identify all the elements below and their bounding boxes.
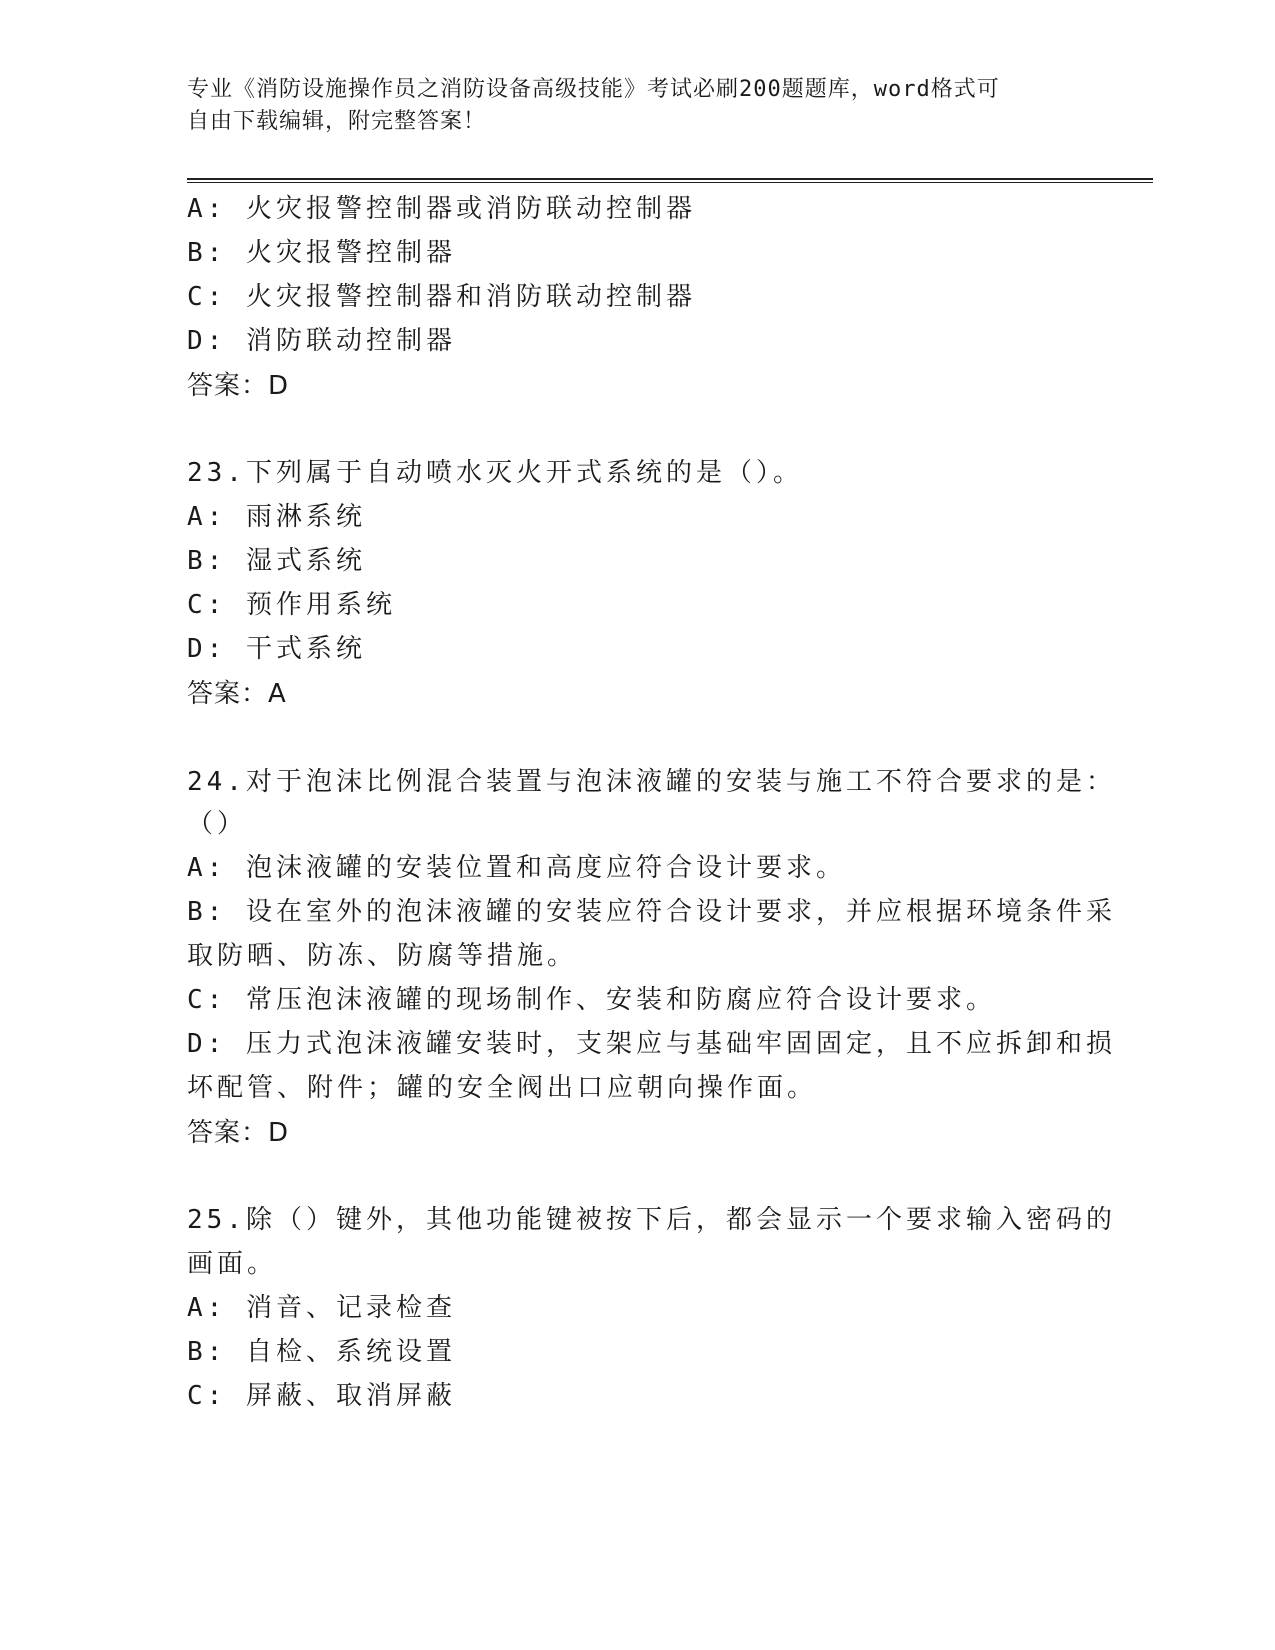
q25-option-c: C: 屏蔽、取消屏蔽 — [187, 1381, 456, 1411]
q22-option-b: B: 火灾报警控制器 — [187, 238, 456, 268]
q22-option-d: D: 消防联动控制器 — [187, 326, 456, 356]
document-header — [187, 74, 1067, 138]
q22-option-a: A: 火灾报警控制器或消防联动控制器 — [187, 194, 696, 224]
q24-answer: 答案：D — [187, 1118, 290, 1148]
q24-option-d-line-2: 坏配管、附件；罐的安全阀出口应朝向操作面。 — [187, 1073, 818, 1103]
q24-option-b-line-1: B: 设在室外的泡沫液罐的安装应符合设计要求，并应根据环境条件采 — [187, 897, 1116, 927]
q24-option-c: C: 常压泡沫液罐的现场制作、安装和防腐应符合设计要求。 — [187, 985, 996, 1015]
q23-option-a: A: 雨淋系统 — [187, 502, 366, 532]
q23-answer: 答案：A — [187, 679, 287, 709]
header-line-2: 自由下载编辑，附完整答案！ — [187, 109, 487, 134]
q25-option-b: B: 自检、系统设置 — [187, 1337, 456, 1367]
q24-option-d-line-1: D: 压力式泡沫液罐安装时，支架应与基础牢固固定，且不应拆卸和损 — [187, 1029, 1116, 1059]
q24-option-a: A: 泡沫液罐的安装位置和高度应符合设计要求。 — [187, 853, 846, 883]
q25-stem-line-2: 画面。 — [187, 1249, 278, 1279]
q24-stem-line-1: 24.对于泡沫比例混合装置与泡沫液罐的安装与施工不符合要求的是： — [187, 767, 1116, 797]
q23-option-d: D: 干式系统 — [187, 634, 366, 664]
q24-stem-line-2: （） — [187, 809, 248, 839]
q24-option-b-line-2: 取防晒、防冻、防腐等措施。 — [187, 941, 578, 971]
q25-option-a: A: 消音、记录检查 — [187, 1293, 456, 1323]
q22-option-c: C: 火灾报警控制器和消防联动控制器 — [187, 282, 696, 312]
q23-option-b: B: 湿式系统 — [187, 546, 366, 576]
header-divider — [187, 178, 1153, 183]
header-line-1: 专业《消防设施操作员之消防设备高级技能》考试必刷200题题库，word格式可 — [187, 77, 1000, 102]
q23-stem: 23.下列属于自动喷水灭火开式系统的是（）。 — [187, 458, 803, 488]
q23-option-c: C: 预作用系统 — [187, 590, 396, 620]
q22-answer: 答案：D — [187, 371, 290, 401]
q25-stem-line-1: 25.除（）键外，其他功能键被按下后，都会显示一个要求输入密码的 — [187, 1205, 1116, 1235]
